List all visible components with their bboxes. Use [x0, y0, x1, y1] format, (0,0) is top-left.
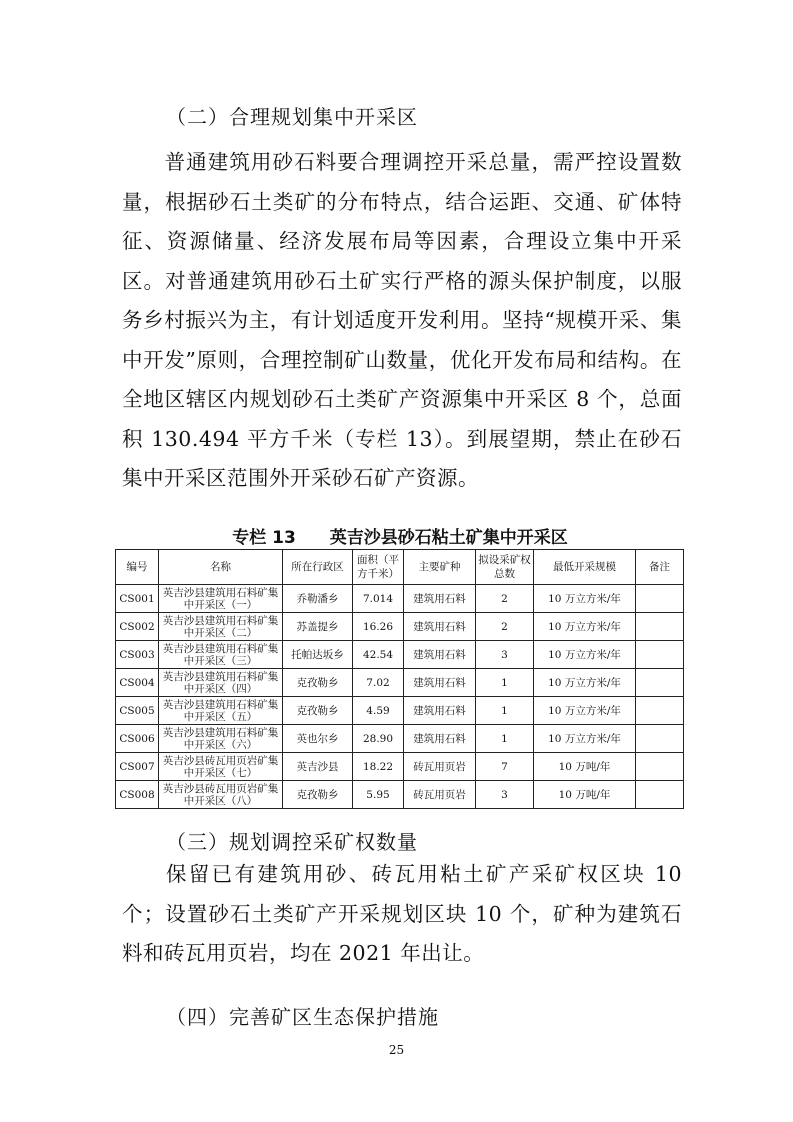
cell-min-scale: 10 万吨/年 [534, 753, 636, 781]
cell-rights-count: 2 [476, 613, 534, 641]
section-heading-4: （四）完善矿区生态保护措施 [166, 1005, 439, 1029]
cell-remarks [636, 585, 684, 613]
cell-name: 英吉沙县建筑用石料矿集中开采区（二） [159, 613, 283, 641]
cell-remarks [636, 725, 684, 753]
cell-min-scale: 10 万立方米/年 [534, 641, 636, 669]
cell-id: CS003 [116, 641, 159, 669]
header-rights-count: 拟设采矿权总数 [476, 550, 534, 585]
cell-id: CS001 [116, 585, 159, 613]
cell-district: 克孜勒乡 [283, 781, 353, 809]
paragraph-1-text: 普通建筑用砂石料要合理调控开采总量，需严控设置数量，根据砂石土类矿的分布特点，结合运距、交通、矿体特征、资源储量、经济发展布局等因素，合理设立集中开采区。对普通建筑用砂石土矿实行严格的源头保护制度，以服务乡村振兴为主，有计划适度开发利用。坚持“规模开采、集中开发”原则，合理控制矿山数量，优化开发布局和结构。在全地区辖区内规划砂石土类矿产资源集中开采区 8 个，总面积 130.494 平方千米（专栏 13）。到展望期，禁止在砂石集中开采区范围外开采砂石矿产资源。 [122, 150, 682, 490]
cell-mineral: 建筑用石料 [404, 725, 476, 753]
table-row [116, 697, 684, 725]
cell-name: 英吉沙县建筑用石料矿集中开采区（六） [159, 725, 283, 753]
table-header-row [116, 550, 684, 585]
table-row [116, 585, 684, 613]
cell-rights-count: 1 [476, 725, 534, 753]
page-number: 25 [388, 1043, 405, 1057]
cell-name: 英吉沙县建筑用石料矿集中开采区（四） [159, 669, 283, 697]
cell-remarks [636, 613, 684, 641]
cell-rights-count: 1 [476, 697, 534, 725]
table-row [116, 641, 684, 669]
cell-id: CS002 [116, 613, 159, 641]
cell-mineral: 砖瓦用页岩 [404, 781, 476, 809]
section-heading-2: （二）合理规划集中开采区 [166, 105, 418, 129]
table-row [116, 753, 684, 781]
cell-mineral: 建筑用石料 [404, 585, 476, 613]
cell-id: CS008 [116, 781, 159, 809]
header-name: 名称 [159, 550, 283, 585]
cell-mineral: 建筑用石料 [404, 669, 476, 697]
cell-area: 28.90 [353, 725, 404, 753]
cell-area: 42.54 [353, 641, 404, 669]
cell-name: 英吉沙县建筑用石料矿集中开采区（三） [159, 641, 283, 669]
cell-district: 乔勒潘乡 [283, 585, 353, 613]
cell-min-scale: 10 万立方米/年 [534, 697, 636, 725]
cell-rights-count: 7 [476, 753, 534, 781]
paragraph-1 [122, 143, 682, 499]
cell-remarks [636, 753, 684, 781]
cell-district: 英也尔乡 [283, 725, 353, 753]
header-min-scale: 最低开采规模 [534, 550, 636, 585]
header-remarks: 备注 [636, 550, 684, 585]
cell-id: CS005 [116, 697, 159, 725]
cell-area: 7.014 [353, 585, 404, 613]
cell-rights-count: 1 [476, 669, 534, 697]
cell-remarks [636, 697, 684, 725]
mining-zones-table [115, 549, 684, 809]
cell-rights-count: 3 [476, 641, 534, 669]
cell-area: 4.59 [353, 697, 404, 725]
cell-mineral: 建筑用石料 [404, 641, 476, 669]
cell-area: 18.22 [353, 753, 404, 781]
cell-rights-count: 2 [476, 585, 534, 613]
header-mineral: 主要矿种 [404, 550, 476, 585]
cell-min-scale: 10 万立方米/年 [534, 725, 636, 753]
cell-min-scale: 10 万吨/年 [534, 781, 636, 809]
cell-rights-count: 3 [476, 781, 534, 809]
table-title-text: 英吉沙县砂石粘土矿集中开采区 [329, 528, 568, 548]
table-row [116, 613, 684, 641]
cell-name: 英吉沙县砖瓦用页岩矿集中开采区（八） [159, 781, 283, 809]
table-title [115, 523, 685, 548]
cell-id: CS007 [116, 753, 159, 781]
paragraph-2-text: 保留已有建筑用砂、砖瓦用粘土矿产采矿权区块 10 个；设置砂石土类矿产开采规划区块 10 个，矿种为建筑石料和砖瓦用页岩，均在 2021 年出让。 [122, 862, 682, 965]
header-area: 面积（平方千米） [353, 550, 404, 585]
cell-name: 英吉沙县建筑用石料矿集中开采区（五） [159, 697, 283, 725]
header-district: 所在行政区 [283, 550, 353, 585]
cell-min-scale: 10 万立方米/年 [534, 669, 636, 697]
cell-district: 英吉沙县 [283, 753, 353, 781]
paragraph-2 [122, 855, 682, 974]
cell-mineral: 建筑用石料 [404, 697, 476, 725]
cell-remarks [636, 669, 684, 697]
cell-district: 苏盖提乡 [283, 613, 353, 641]
table-row [116, 725, 684, 753]
table-row [116, 669, 684, 697]
cell-district: 托帕达坂乡 [283, 641, 353, 669]
cell-district: 克孜勒乡 [283, 669, 353, 697]
cell-min-scale: 10 万立方米/年 [534, 613, 636, 641]
cell-area: 16.26 [353, 613, 404, 641]
cell-name: 英吉沙县砖瓦用页岩矿集中开采区（七） [159, 753, 283, 781]
cell-remarks [636, 781, 684, 809]
table-title-number: 专栏 13 [232, 528, 296, 548]
cell-mineral: 建筑用石料 [404, 613, 476, 641]
cell-id: CS004 [116, 669, 159, 697]
cell-area: 7.02 [353, 669, 404, 697]
cell-mineral: 砖瓦用页岩 [404, 753, 476, 781]
header-id: 编号 [116, 550, 159, 585]
table-row [116, 781, 684, 809]
cell-name: 英吉沙县建筑用石料矿集中开采区（一） [159, 585, 283, 613]
cell-area: 5.95 [353, 781, 404, 809]
section-heading-3: （三）规划调控采矿权数量 [166, 830, 418, 854]
cell-id: CS006 [116, 725, 159, 753]
cell-district: 克孜勒乡 [283, 697, 353, 725]
cell-remarks [636, 641, 684, 669]
cell-min-scale: 10 万立方米/年 [534, 585, 636, 613]
